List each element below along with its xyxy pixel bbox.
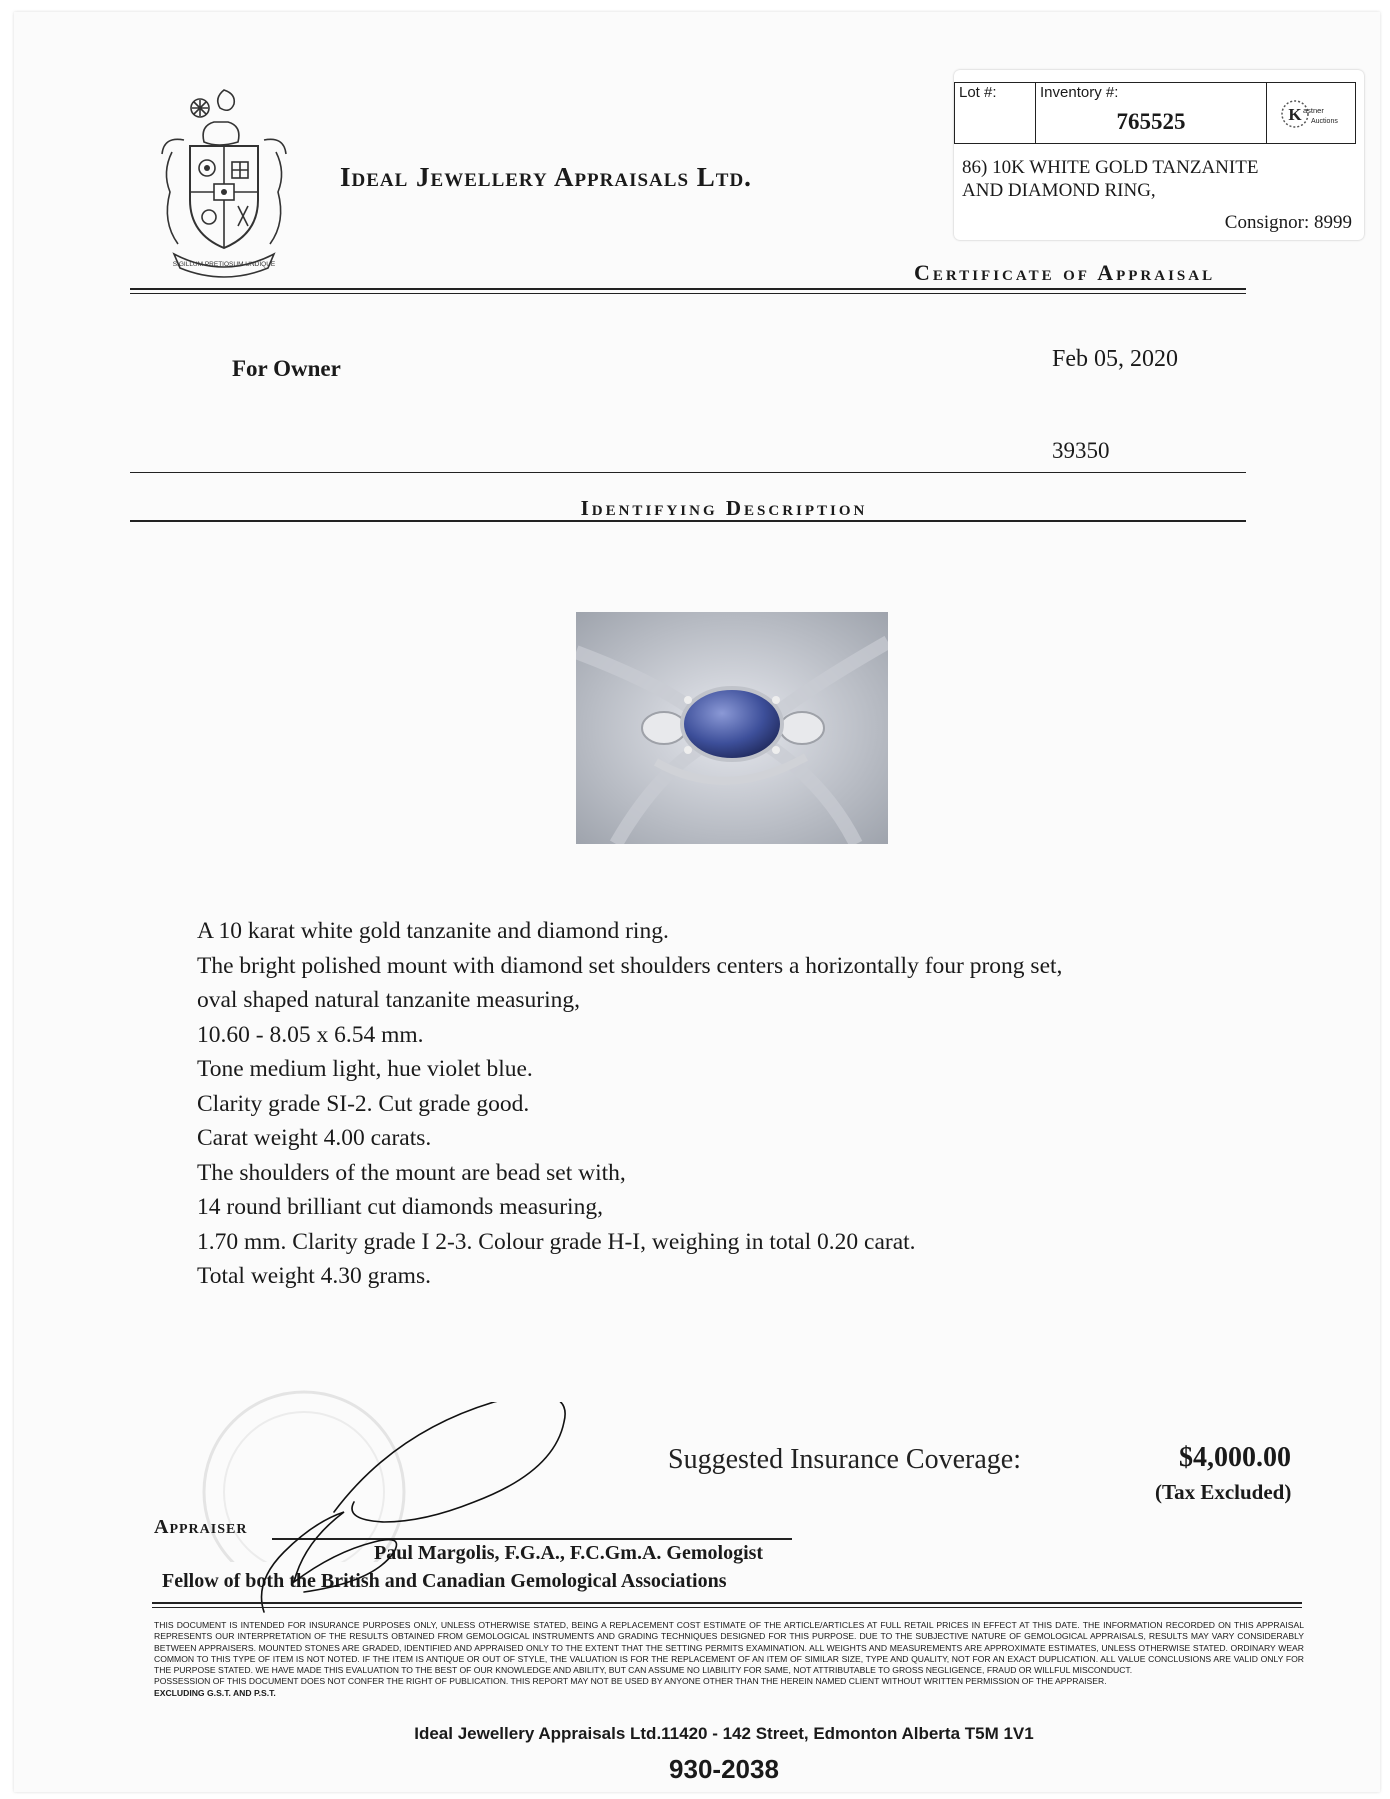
description-line: A 10 karat white gold tanzanite and diamond ring. (197, 918, 669, 944)
disclaimer-rule (152, 1602, 1302, 1604)
appraiser-name: Paul Margolis, F.G.A., F.C.Gm.A. Gemologist (374, 1542, 764, 1564)
inventory-cell (1036, 83, 1267, 143)
sticker-item-line: AND DIAMOND RING, (962, 180, 1156, 201)
disclaimer-rule-thin (152, 1607, 1302, 1608)
description-line: 14 round brilliant cut diamonds measuring, (197, 1194, 603, 1220)
section-rule-bottom (130, 520, 1246, 522)
owner-label: For Owner (232, 356, 341, 381)
description-line: 1.70 mm. Clarity grade I 2-3. Colour grade H-I, weighing in total 0.20 carat. (197, 1228, 916, 1255)
crest-motto: SIGILLUM PRETIOSUM UNDIQUE (172, 261, 276, 268)
description-line: 10.60 - 8.05 x 6.54 mm. (197, 1021, 424, 1048)
item-description (197, 914, 1062, 1294)
section-rule-top (130, 472, 1246, 473)
description-line: Clarity grade SI-2. Cut grade good. (197, 1090, 530, 1117)
description-line: oval shaped natural tanzanite measuring, (197, 987, 581, 1013)
svg-text:K: K (1288, 105, 1302, 124)
kastner-auctions-logo (1281, 93, 1351, 135)
appraiser-credentials: Fellow of both the British and Canadian Gemological Associations (162, 1570, 727, 1592)
svg-text:astner: astner (1303, 106, 1324, 115)
coverage-value: $4,000.00 (1179, 1442, 1291, 1473)
lot-label: Lot #: (959, 84, 997, 101)
ring-photo (576, 612, 888, 844)
description-line: Tone medium light, hue violet blue. (197, 1056, 533, 1082)
svg-text:Auctions: Auctions (1311, 118, 1338, 125)
appraiser-signature (244, 1402, 574, 1622)
sticker-table (954, 82, 1356, 144)
appraiser-label: Appraiser (154, 1516, 248, 1538)
appraisal-certificate (14, 12, 1380, 1792)
header-rule (130, 288, 1246, 290)
disclaimer-paragraph: POSSESSION OF THIS DOCUMENT DOES NOT CONFER THE RIGHT OF PUBLICATION. THIS REPORT MAY NOT BE USED BY ANYONE OTHER THAN THE HEREIN NAMED CLIENT WITHOUT WRITTEN PERMISSION OF THE APPRAISER. (154, 1676, 1107, 1687)
disclaimer-tax-line: EXCLUDING G.S.T. AND P.S.T. (154, 1687, 276, 1698)
inventory-label: Inventory #: (1040, 84, 1119, 101)
header-rule-thin (130, 293, 1246, 294)
coverage-label: Suggested Insurance Coverage: (668, 1444, 1021, 1475)
disclaimer (154, 1620, 1304, 1699)
description-line: Carat weight 4.00 carats. (197, 1125, 432, 1151)
footer-phone: 930-2038 (669, 1754, 779, 1784)
description-line: The shoulders of the mount are bead set with, (197, 1159, 626, 1186)
company-name: Ideal Jewellery Appraisals Ltd. (340, 162, 752, 192)
description-line: Total weight 4.30 grams. (197, 1263, 431, 1289)
lot-cell (955, 83, 1036, 143)
footer-address: Ideal Jewellery Appraisals Ltd.11420 - 142 Street, Edmonton Alberta T5M 1V1 (414, 1724, 1034, 1743)
sticker-item-line: 86) 10K WHITE GOLD TANZANITE (962, 157, 1259, 178)
reference-number: 39350 (1052, 438, 1110, 463)
disclaimer-paragraph: THIS DOCUMENT IS INTENDED FOR INSURANCE PURPOSES ONLY, UNLESS OTHERWISE STATED, BEING A REPLACEMENT COST ESTIMATE OF THE ARTICLE/ARTICLES AT FULL RETAIL PRICES IN EFFECT AT THIS DATE. THE INFORMATION RECORDED ON THIS APPRAISAL REPRESENTS OUR INTERPRETATION OF THE RESULTS OBTAINED FROM GEMOLOGICAL INSTRUMENTS AND GRADING TECHNIQUES DESIGNED FOR THIS PURPOSE. DUE TO THE SUBJECTIVE NATURE OF GEMOLOGICAL APPRAISALS, RESULTS MAY VARY CONSIDERABLY BETWEEN APPRAISERS. MOUNTED STONES ARE GRADED, IDENTIFIED AND APPRAISED ONLY TO THE EXTENT THAT THE SETTING PERMITS EXAMINATION. ALL WEIGHTS AND MEASUREMENTS ARE APPROXIMATE ESTIMATES, UNLESS OTHERWISE STATED. ORDINARY WEAR COMMON TO THIS TYPE OF ITEM IS NOT NOTED. IF THE ITEM IS ANTIQUE OR OUT OF STYLE, THE VALUATION IS FOR THE REPLACEMENT OF AN ITEM OF SIMILAR SIZE, TYPE AND QUALITY, NOT FOR AN EXACT DUPLICATION. ALL VALUE CONCLUSIONS ARE VALID ONLY FOR THE PURPOSE STATED. WE HAVE MADE THIS EVALUATION TO THE BEST OF OUR KNOWLEDGE AND ABILITY, BUT CAN ASSUME NO LIABILITY FOR SAME, NOT ATTRIBUTABLE TO GROSS NEGLIGENCE, FRAUD OR WILLFUL MISCONDUCT. (154, 1620, 1304, 1676)
sticker-item-description (962, 156, 1258, 202)
tax-note: (Tax Excluded) (1155, 1480, 1292, 1504)
appraisal-date: Feb 05, 2020 (1052, 346, 1178, 372)
sticker-consignor: Consignor: 8999 (1224, 212, 1352, 233)
section-title: Identifying Description (580, 496, 868, 520)
logo-cell (1267, 83, 1355, 143)
inventory-number: 765525 (1116, 109, 1186, 134)
coat-of-arms-logo (154, 82, 294, 282)
certificate-title: Certificate of Appraisal (914, 260, 1216, 285)
auction-sticker (954, 70, 1364, 240)
description-line: The bright polished mount with diamond set shoulders centers a horizontally four prong set, (197, 952, 1063, 979)
